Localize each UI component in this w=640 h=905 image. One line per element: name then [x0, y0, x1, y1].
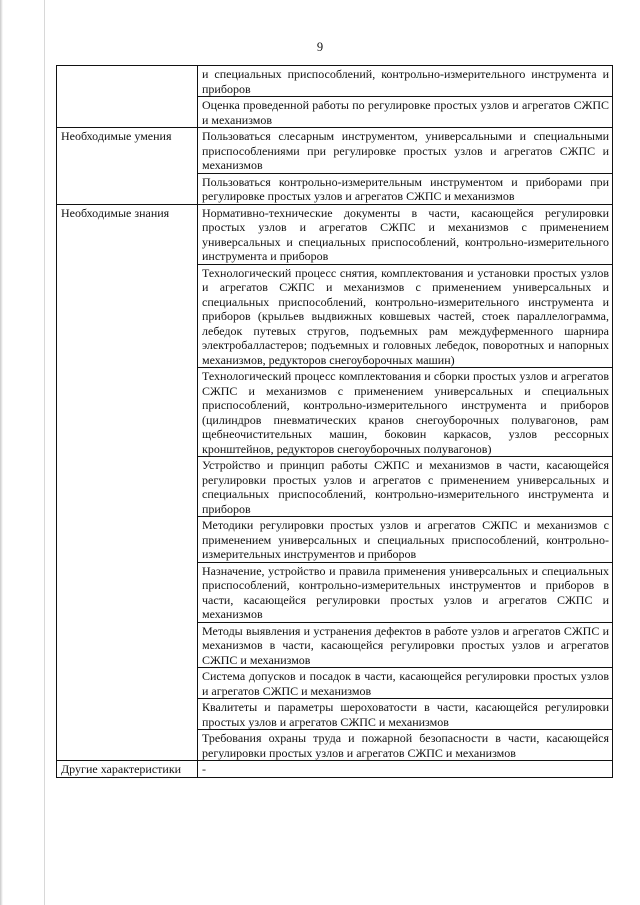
row-label: Другие характеристики: [57, 761, 198, 778]
row-item: и специальных приспособлений, контрольно-измерительного инструмента и приборов: [198, 66, 613, 97]
row-item: Оценка проведенной работы по регулировке простых узлов и агрегатов СЖПС и механизмов: [198, 97, 613, 128]
row-item: Методики регулировки простых узлов и агрегатов СЖПС и механизмов с применением универсальных и специальных приспособлений, контрольно-измерительных инструментов и приборов: [198, 517, 613, 563]
row-label: Необходимые умения: [57, 128, 198, 205]
page-number: 9: [316, 40, 324, 54]
row-label: Необходимые знания: [57, 204, 198, 761]
row-item: -: [198, 761, 613, 778]
row-item: Нормативно-технические документы в части, касающейся регулировки простых узлов и агрегатов СЖПС и механизмов с применением универсальных и специальных приспособлений, контрольно-измерительного инструмента и приборов: [198, 204, 613, 264]
table-row: [57, 66, 613, 97]
row-label: [57, 66, 198, 128]
table-row: [57, 761, 613, 778]
row-item: Назначение, устройство и правила применения универсальных и специальных приспособлений, контрольно-измерительных инструментов и приборов в части, касающейся регулировки простых узлов и агрегатов СЖПС и механизмов: [198, 562, 613, 622]
row-item: Технологический процесс снятия, комплектования и установки простых узлов и агрегатов СЖПС и механизмов с применением универсальных и специальных приспособлений, контрольно-измерительного инструмента и приборов (крыльев выдвижных ковшевых частей, стоек параллелограмма, лебедок путевых стругов, подъемных рам междуферменного шарнира электробалластеров; подъемных и головных лебедок, поворотных и напорных механизмов, редукторов снегоуборочных машин): [198, 264, 613, 368]
row-item: Методы выявления и устранения дефектов в работе узлов и агрегатов СЖПС и механизмов в части, касающейся регулировки простых узлов и агрегатов СЖПС и механизмов: [198, 622, 613, 668]
scan-shadow-edge: [0, 0, 3, 905]
row-item: Технологический процесс комплектования и сборки простых узлов и агрегатов СЖПС и механизмов с применением универсальных и специальных приспособлений, контрольно-измерительного инструмента и приборов (цилиндров пневматических кранов снегоуборочных полувагонов, рам щебнеочистительных машин, боковин каркасов, узлов рессорных кронштейнов, редукторов снегоуборочных полувагонов): [198, 368, 613, 457]
row-item: Квалитеты и параметры шероховатости в части, касающейся регулировки простых узлов и агрегатов СЖПС и механизмов: [198, 699, 613, 730]
table-row: [57, 204, 613, 264]
table-body: [57, 66, 613, 778]
table-row: [57, 128, 613, 174]
row-item: Устройство и принцип работы СЖПС и механизмов в части, касающейся регулировки простых узлов и агрегатов с применением универсальных и специальных приспособлений, контрольно-измерительного инструмента и приборов: [198, 457, 613, 517]
row-item: Система допусков и посадок в части, касающейся регулировки простых узлов и агрегатов СЖПС и механизмов: [198, 668, 613, 699]
row-item: Требования охраны труда и пожарной безопасности в части, касающейся регулировки простых узлов и агрегатов СЖПС и механизмов: [198, 730, 613, 761]
competency-table: [56, 65, 613, 778]
row-item: Пользоваться слесарным инструментом, универсальными и специальными приспособлениями при регулировке простых узлов и агрегатов СЖПС и механизмов: [198, 128, 613, 174]
margin-line: [44, 0, 45, 905]
row-item: Пользоваться контрольно-измерительным инструментом и приборами при регулировке простых узлов и агрегатов СЖПС и механизмов: [198, 173, 613, 204]
